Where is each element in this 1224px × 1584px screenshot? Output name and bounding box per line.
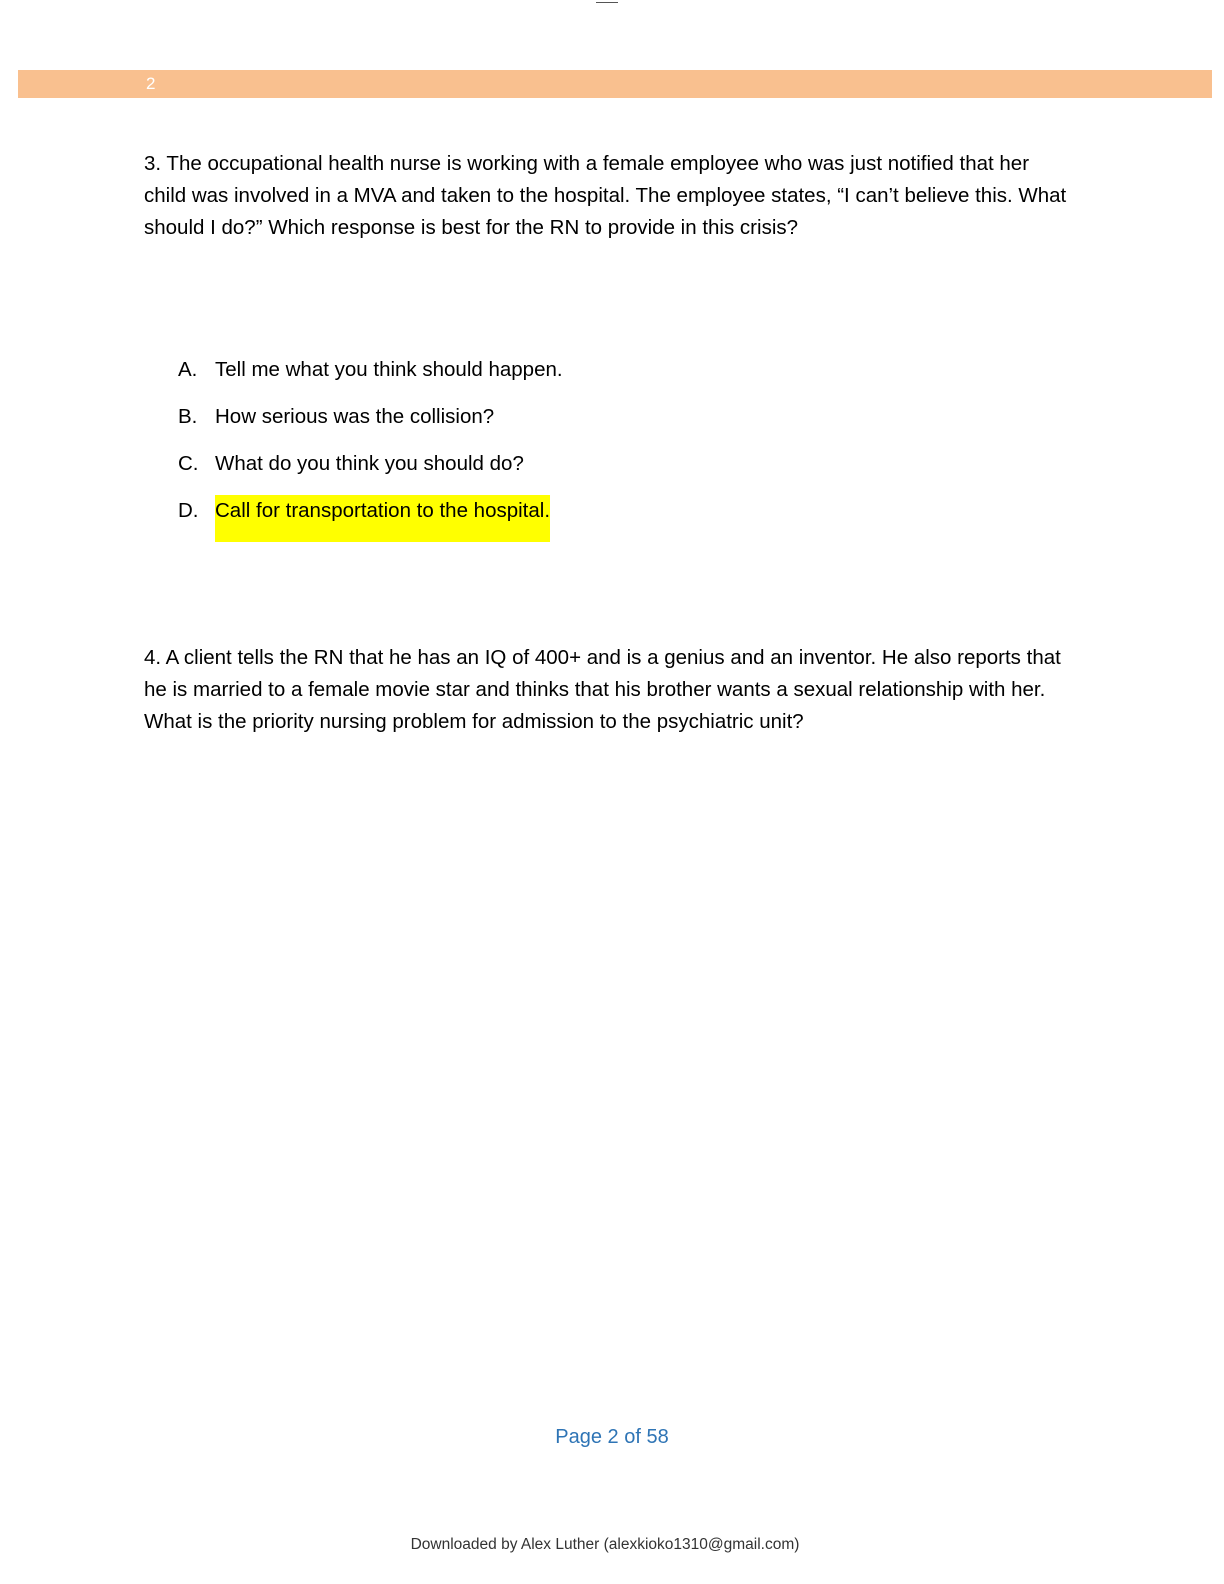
option-a xyxy=(178,354,563,401)
option-letter: A. xyxy=(178,358,198,381)
option-letter: C. xyxy=(178,452,199,475)
highlighted-answer-text: Call for transportation to the hospital. xyxy=(215,495,550,542)
option-b xyxy=(178,401,563,448)
option-text: What do you think you should do? xyxy=(215,452,524,475)
option-c xyxy=(178,448,563,495)
option-d xyxy=(178,495,563,542)
option-text: Tell me what you think should happen. xyxy=(215,358,563,381)
download-attribution: Downloaded by Alex Luther (alexkioko1310@gmail.com) xyxy=(410,1536,800,1553)
option-letter: B. xyxy=(178,405,198,428)
option-text: How serious was the collision? xyxy=(215,405,495,428)
option-letter: D. xyxy=(178,499,199,522)
question-3-options xyxy=(178,354,563,542)
question-4-text: 4. A client tells the RN that he has an IQ of 400+ and is a genius and an inventor. He also reports that he is married to a female movie star and thinks that his brother wants a sexual relationship with her. What is the priority nursing problem for admission to the psychiatric unit? xyxy=(144,646,1061,733)
page-header-band xyxy=(18,70,1212,98)
page-number-label: Page 2 of 58 xyxy=(555,1426,669,1448)
top-divider-mark xyxy=(596,0,618,3)
header-section-number: 2 xyxy=(146,74,156,93)
question-3-text: 3. The occupational health nurse is working with a female employee who was just notified that her child was involved in a MVA and taken to the hospital. The employee states, “I can’t believe this. What should I do?” Which response is best for the RN to provide in this crisis? xyxy=(144,152,1067,239)
